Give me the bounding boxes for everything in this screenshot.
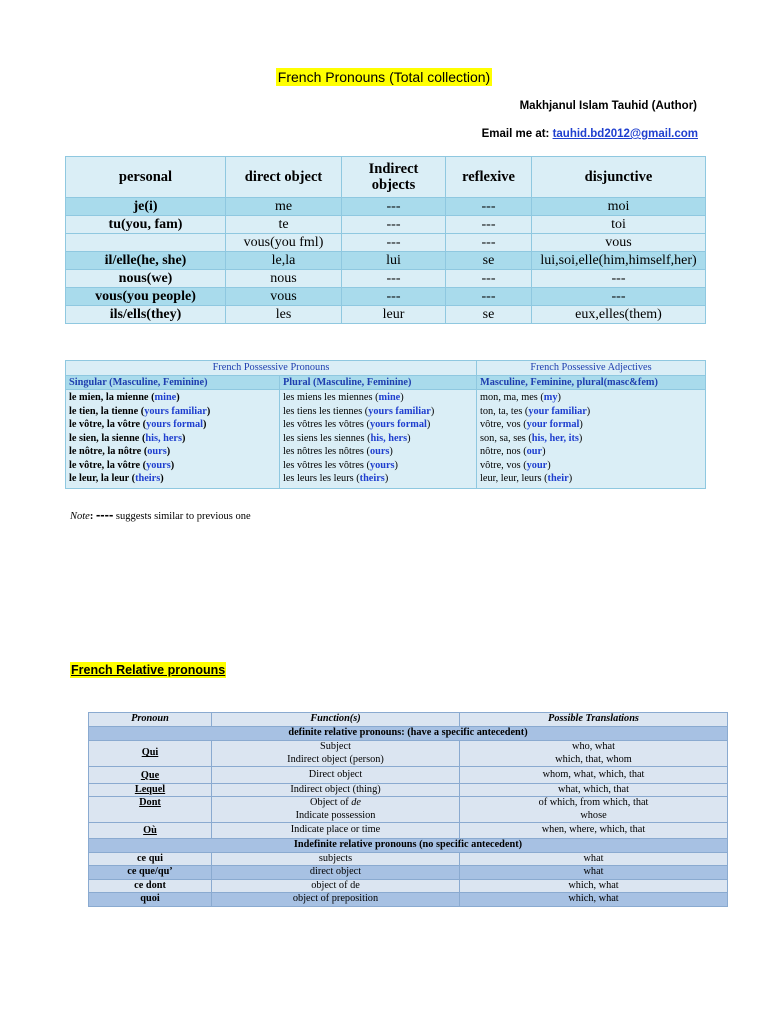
section-label: Indefinite relative pronouns (no specific antecedent) [89,838,728,852]
translation-cell: what, which, that [460,783,728,797]
paren-close: ) [542,446,546,457]
adjectives-header: Masculine, Feminine, plural(masc&fem) [477,376,706,390]
paren-close: ) [426,419,431,430]
plural-column [280,390,477,489]
possessive-entry [283,432,473,446]
table-cell: lui,soi,elle(him,himself,her) [532,252,706,270]
english-meaning: yours formal [369,419,427,430]
possessive-entry [69,418,276,432]
table-cell: les [226,306,342,324]
table-row [66,216,706,234]
translation-text: which, that, whom [555,753,632,765]
table-cell: ils/ells(they) [66,306,226,324]
document-title [0,69,768,85]
pronoun-cell: ce qui [89,852,212,866]
paren-close: ) [557,392,561,403]
table-row [89,852,728,866]
possessive-subheader-row [66,376,706,390]
possessive-entry [69,432,276,446]
table-cell: leur [342,306,446,324]
table-cell: --- [342,270,446,288]
english-meaning: mine [378,392,401,403]
translation-text: of which, from which, that [538,797,649,808]
english-meaning: his, hers [145,432,182,444]
function-text: Indirect object (person) [287,753,384,765]
french-form: son, sa, ses ( [480,432,532,444]
english-meaning: my [543,392,558,403]
note-text: suggests similar to previous one [115,511,251,522]
section-row-definite [89,727,728,741]
pronoun-table-header [66,157,706,198]
table-row [89,797,728,823]
possessive-entry [283,418,473,432]
english-meaning: theirs [135,473,161,484]
french-form: vôtre, vos ( [480,459,527,471]
table-row [66,288,706,306]
email-line [482,128,698,140]
function-cell: Indicate place or time [212,823,460,839]
note-dash: ---- [95,507,114,522]
possessive-entry [283,459,473,473]
translation-cell: which, what [460,893,728,907]
table-cell: eux,elles(them) [532,306,706,324]
pronoun-cell [89,823,212,839]
french-form: le leur, la leur ( [69,473,136,484]
function-text: Indicate possession [295,809,376,821]
possessive-entry [480,432,702,446]
translation-cell: what [460,852,728,866]
pronoun-cell [89,783,212,797]
relative-title [70,663,226,677]
table-cell: vous [532,234,706,252]
table-cell: nous(we) [66,270,226,288]
function-text: Object of [310,797,349,808]
pronoun-text: Où [143,825,157,836]
translation-cell: what [460,866,728,880]
english-meaning: yours [146,459,171,471]
english-meaning: his, her, its [531,432,579,444]
possessive-entry [480,445,702,459]
english-meaning: their [547,473,569,484]
section-label: definite relative pronouns: (have a specific antecedent) [89,727,728,741]
french-form: vôtre, vos ( [480,419,527,430]
table-cell: --- [342,198,446,216]
paren-close: ) [176,392,180,403]
relative-table [88,712,728,907]
english-meaning: your familiar [528,405,587,417]
table-cell: se [446,306,532,324]
table-cell: moi [532,198,706,216]
pronoun-text: Dont [139,797,161,808]
french-form: les leurs les leurs ( [283,473,360,484]
translation-cell: whom, what, which, that [460,767,728,784]
possessive-entry [480,459,702,473]
possessive-entry [480,472,702,486]
pronoun-cell [89,741,212,767]
paren-close: ) [547,459,551,471]
function-cell: object of preposition [212,893,460,907]
pronoun-cell: ce que/qu’ [89,866,212,880]
function-cell: Indirect object (thing) [212,783,460,797]
possessive-entry [283,445,473,459]
french-form: les tiens les tiennes ( [283,405,369,417]
french-form: le nôtre, la nôtre ( [69,446,148,457]
paren-close: ) [394,459,398,471]
paren-close: ) [182,432,186,444]
english-meaning: theirs [359,473,385,484]
relative-header-row [89,713,728,727]
table-cell: je(i) [66,198,226,216]
table-row [89,741,728,767]
author-line: Makhjanul Islam Tauhid (Author) [519,100,697,112]
header-cell: disjunctive [532,157,706,198]
function-cell [212,741,460,767]
email-label: Email me at: [481,128,550,140]
table-cell: --- [342,234,446,252]
french-form: les siens les siennes ( [283,432,371,444]
possessive-entry [283,391,473,405]
translation-text: who, what [572,741,615,752]
header-cell: Possible Translations [460,713,728,727]
function-cell: subjects [212,852,460,866]
table-cell: --- [532,288,706,306]
header-cell: Indirect objects [342,157,446,198]
table-row [89,823,728,839]
table-row [89,866,728,880]
adjectives-column [477,390,706,489]
french-form: les vôtres les vôtres ( [283,459,370,471]
email-link[interactable]: tauhid.bd2012@gmail.com [552,128,698,140]
table-cell: --- [446,216,532,234]
header-cell: personal [66,157,226,198]
english-meaning: ours [147,446,167,457]
french-form: le mien, la mienne ( [69,392,155,403]
possessive-entry [69,391,276,405]
header-cell: Function(s) [212,713,460,727]
paren-close: ) [170,459,175,471]
possessive-entry [283,472,473,486]
paren-close: ) [430,405,435,417]
possessive-title-row [66,361,706,376]
french-form: nôtre, nos ( [480,446,527,457]
paren-close: ) [384,473,389,484]
function-cell: Direct object [212,767,460,784]
table-cell: vous(you fml) [226,234,342,252]
table-cell: toi [532,216,706,234]
possessive-adjectives-title: French Possessive Adjectives [477,361,706,376]
english-meaning: mine [154,392,177,403]
table-row [89,879,728,893]
french-form: les miens les miennes ( [283,392,379,403]
french-form: les nôtres les nôtres ( [283,446,370,457]
relative-title-text: French Relative pronouns [71,663,226,677]
table-cell: le,la [226,252,342,270]
header-cell: reflexive [446,157,532,198]
paren-close: ) [400,392,404,403]
table-cell: vous(you people) [66,288,226,306]
english-meaning: your [526,459,548,471]
english-meaning: yours familiar [368,405,431,417]
pronoun-text: Qui [141,747,159,759]
english-meaning: yours formal [146,419,204,430]
paren-close: ) [586,405,591,417]
table-cell: te [226,216,342,234]
table-cell: vous [226,288,342,306]
table-cell: --- [446,288,532,306]
table-cell: il/elle(he, she) [66,252,226,270]
paren-close: ) [203,419,207,430]
table-cell: --- [446,270,532,288]
table-row [89,893,728,907]
french-form: ton, ta, tes ( [480,405,529,417]
translation-cell [460,797,728,823]
paren-close: ) [166,446,171,457]
french-form: mon, ma, mes ( [480,392,544,403]
paren-close: ) [578,432,583,444]
french-form: le tien, la tienne ( [69,405,145,417]
translation-text: whose [580,809,607,821]
table-cell: --- [446,234,532,252]
english-meaning: ours [369,446,390,457]
possessive-entry [69,445,276,459]
table-cell: --- [446,198,532,216]
paren-close: ) [407,432,411,444]
possessive-entry [480,391,702,405]
table-cell: --- [532,270,706,288]
translation-cell: which, what [460,879,728,893]
english-meaning: your formal [526,419,580,430]
possessive-body-row [66,390,706,489]
pronoun-cell [89,797,212,823]
table-row [66,252,706,270]
french-form: le vôtre, la vôtre ( [69,459,147,471]
table-cell: tu(you, fam) [66,216,226,234]
table-cell: lui [342,252,446,270]
singular-header: Singular (Masculine, Feminine) [66,376,280,390]
possessive-entry [283,405,473,419]
table-row [66,306,706,324]
pronoun-cell [89,767,212,784]
table-cell [66,234,226,252]
singular-column [66,390,280,489]
paren-close: ) [389,446,393,457]
possessive-pronouns-title: French Possessive Pronouns [66,361,477,376]
english-meaning: yours familiar [144,405,207,417]
table-cell: me [226,198,342,216]
pronoun-text: Lequel [134,783,166,795]
pronoun-text: Que [140,770,160,781]
note-label: Note [70,511,90,522]
possessive-entry [69,405,276,419]
header-cell: Pronoun [89,713,212,727]
pronoun-table [65,156,706,324]
function-text: Subject [320,741,351,752]
table-row [66,234,706,252]
table-cell: nous [226,270,342,288]
pronoun-cell: ce dont [89,879,212,893]
function-cell: object of de [212,879,460,893]
paren-close: ) [568,473,573,484]
table-cell: se [446,252,532,270]
paren-close: ) [160,473,164,484]
possessive-entry [69,459,276,473]
section-row-indefinite [89,838,728,852]
paren-close: ) [206,405,211,417]
french-form: le vôtre, la vôtre ( [69,419,147,430]
possessive-entry [480,405,702,419]
table-row [66,270,706,288]
pronoun-cell: quoi [89,893,212,907]
plural-header: Plural (Masculine, Feminine) [280,376,477,390]
english-meaning: yours [369,459,395,471]
english-meaning: our [526,446,543,457]
function-cell: direct object [212,866,460,880]
possessive-table [65,360,706,489]
translation-cell: when, where, which, that [460,823,728,839]
french-form: le sien, la sienne ( [69,432,146,444]
french-form: leur, leur, leurs ( [480,473,548,484]
paren-close: ) [579,419,583,430]
header-cell: direct object [226,157,342,198]
possessive-entry [480,418,702,432]
table-row [89,767,728,784]
english-meaning: his, hers [370,432,408,444]
translation-cell [460,741,728,767]
table-row [89,783,728,797]
table-cell: --- [342,288,446,306]
table-row [66,198,706,216]
document-title-text: French Pronouns (Total collection) [277,69,491,85]
possessive-entry [69,472,276,486]
function-cell [212,797,460,823]
note-line: Note: ---- suggests similar to previous one [70,507,251,522]
french-form: les vôtres les vôtres ( [283,419,370,430]
function-emphasis: de [351,797,361,808]
table-cell: --- [342,216,446,234]
